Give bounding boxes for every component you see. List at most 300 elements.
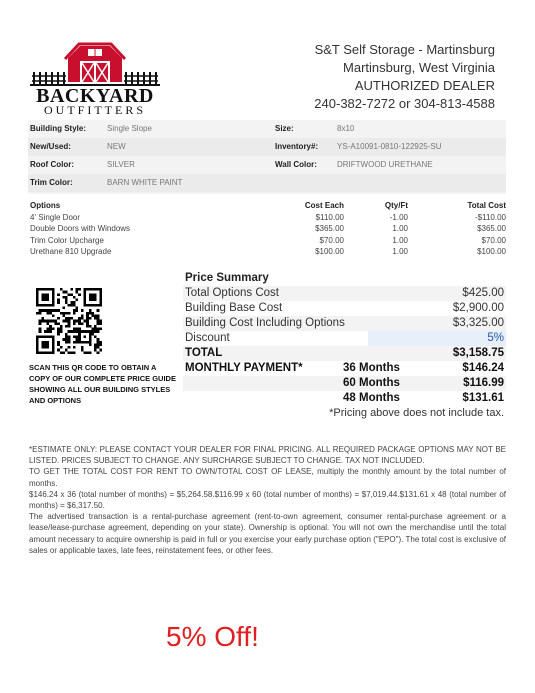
qr-module [39,320,42,323]
qr-module [94,299,97,302]
qr-module [52,291,55,294]
qr-module [47,330,50,333]
price-summary [183,270,506,421]
qr-module [89,312,92,315]
qr-module [99,288,102,291]
option-name: 4' Single Door [30,212,80,222]
tax-note: *Pricing above does not include tax. [329,407,504,419]
months-60-label: 60 Months [343,377,400,389]
qr-module [73,312,76,315]
logo-name: BACKYARD [36,85,154,107]
qr-module [62,306,65,309]
qr-module [89,309,92,312]
qr-module [68,351,71,354]
qr-module [36,341,39,344]
qr-module [65,296,68,299]
qr-module [73,341,76,344]
qr-module [41,299,44,302]
qr-module [49,336,52,339]
option-name: Trim Color Upcharge [30,235,104,245]
qr-module [36,291,39,294]
total-options-label: Total Options Cost [185,287,279,299]
qr-module [47,299,50,302]
option-total: -$110.00 [475,212,506,222]
logo-subtitle: OUTFITTERS [44,103,146,117]
qr-module [44,336,47,339]
qr-module [44,309,47,312]
qr-module [47,288,50,291]
qr-module [60,312,63,315]
qr-module [78,333,81,336]
qr-module [41,346,44,349]
qr-module [86,351,89,354]
option-total: $70.00 [481,235,506,245]
monthly-payment-label: MONTHLY PAYMENT* [185,362,303,374]
qr-module [52,343,55,346]
qr-module [97,351,100,354]
qr-module [36,338,39,341]
qr-module [52,293,55,296]
dealer-phone: 240-382-7272 or 304-813-4588 [314,96,495,111]
qr-module [65,349,68,352]
total-options-value: $425.00 [462,287,504,299]
qr-module [84,351,87,354]
option-qty: 1.00 [392,224,408,233]
qr-module [62,312,65,315]
qr-module [60,330,63,333]
qr-module [65,325,68,328]
option-row [28,235,506,247]
qr-module [57,322,60,325]
qr-module [44,304,47,307]
qr-module [94,304,97,307]
qr-module [94,314,97,317]
size-label: Size: [275,124,294,133]
trim-color-label: Trim Color: [30,178,73,187]
qr-module [62,314,65,317]
cost-incl-options-label: Building Cost Including Options [185,317,345,329]
qr-module [73,328,76,331]
qr-module [81,346,84,349]
qr-module [52,296,55,299]
qr-module [47,320,50,323]
qr-module [57,293,60,296]
info-row [28,138,506,156]
qr-module [76,299,79,302]
qr-module [97,288,100,291]
qr-module [84,299,87,302]
disclaimer-estimate: *ESTIMATE ONLY: PLEASE CONTACT YOUR DEALER FOR FINAL PRICING. ALL REQUIRED PACKAGE OPTIONS MAY NOT BE LISTED. PRICES SUBJECT TO CHANGE. ANY SURCHARGE SUBJECT TO CHANGE. TAX NOT INCLUDED. [29,445,506,466]
dealer-location: Martinsburg, West Virginia [343,60,495,75]
qr-module [68,336,71,339]
roof-color-label: Roof Color: [30,160,74,169]
qr-module [36,351,39,354]
qr-module [44,296,47,299]
qr-module [84,301,87,304]
option-cost: $110.00 [315,212,344,222]
qr-module [70,288,73,291]
qr-module [41,309,44,312]
qr-module [73,304,76,307]
options-header-cost: Cost Each [304,201,344,210]
qr-module [70,304,73,307]
monthly-row [183,376,506,391]
qr-module [44,288,47,291]
building-info [28,120,506,194]
option-name: Urethane 810 Upgrade [30,247,112,256]
discount-promo: 5% Off! [166,621,259,652]
qr-module [99,291,102,294]
options-header-qty: Qty/Ft [384,201,408,210]
qr-module [57,330,60,333]
qr-module [49,320,52,323]
qr-module [91,314,94,317]
qr-module [39,330,42,333]
qr-module [36,312,39,315]
qr-module [52,349,55,352]
qr-module [65,299,68,302]
qr-module [86,304,89,307]
qr-module [52,328,55,331]
qr-module [57,309,60,312]
disclaimer [29,444,506,556]
qr-module [99,293,102,296]
option-cost: $70.00 [319,235,344,245]
qr-module [76,338,79,341]
qr-module [86,322,89,325]
qr-module [44,346,47,349]
qr-module [97,314,100,317]
qr-module [41,317,44,320]
qr-module [89,341,92,344]
qr-module [81,322,84,325]
qr-module [70,351,73,354]
months-36-value: $146.24 [462,362,504,374]
discount-highlight [368,331,506,346]
options-table [28,200,506,258]
qr-module [78,293,81,296]
qr-module [89,336,92,339]
qr-module [39,328,42,331]
qr-module [86,320,89,323]
qr-module [89,330,92,333]
qr-module [91,288,94,291]
qr-module [91,293,94,296]
qr-module [41,341,44,344]
qr-module [73,320,76,323]
qr-module [49,351,52,354]
summary-row [183,331,506,346]
monthly-row [183,391,506,406]
qr-module [89,317,92,320]
qr-module [68,304,71,307]
inventory-label: Inventory#: [275,142,319,151]
qr-module [39,312,42,315]
option-total: $100.00 [477,247,506,256]
qr-module [52,314,55,317]
qr-module [68,320,71,323]
qr-module [94,317,97,320]
qr-module [62,320,65,323]
qr-module [47,309,50,312]
qr-module [44,351,47,354]
qr-module [47,328,50,331]
qr-module [94,325,97,328]
qr-module [68,341,71,344]
qr-module [36,343,39,346]
qr-module [73,296,76,299]
qr-module [52,288,55,291]
company-logo [28,40,162,117]
qr-module [99,341,102,344]
qr-module [94,336,97,339]
qr-module [60,351,63,354]
qr-module [52,299,55,302]
qr-module [89,325,92,328]
qr-module [36,349,39,352]
option-name: Double Doors with Windows [30,224,131,233]
qr-module [49,288,52,291]
qr-module [94,330,97,333]
qr-module [97,309,100,312]
qr-module [36,304,39,307]
qr-module [36,293,39,296]
trim-color-value: BARN WHITE PAINT [107,178,183,187]
qr-module [47,322,50,325]
qr-module [68,322,71,325]
qr-module [47,343,50,346]
qr-module [47,304,50,307]
qr-module [57,343,60,346]
qr-module [81,314,84,317]
qr-module [99,343,102,346]
qr-code[interactable] [36,288,102,354]
qr-module [89,338,92,341]
qr-module [41,343,44,346]
qr-module [65,341,68,344]
qr-module [76,320,79,323]
qr-module [89,304,92,307]
qr-module [73,322,76,325]
disclaimer-rent-to-own: TO GET THE TOTAL COST FOR RENT TO OWN/TOTAL COST OF LEASE, multiply the monthly amount by the total number of months. [29,467,506,488]
qr-module [36,336,39,339]
qr-module [54,309,57,312]
qr-module [68,346,71,349]
qr-module [97,317,100,320]
qr-module [49,312,52,315]
qr-module [76,306,79,309]
qr-module [91,333,94,336]
qr-module [60,328,63,331]
summary-row [183,316,506,331]
qr-module [76,328,79,331]
qr-module [41,296,44,299]
qr-module [41,336,44,339]
qr-module [89,343,92,346]
option-total: $365.00 [477,224,506,233]
qr-module [49,309,52,312]
qr-module [47,341,50,344]
qr-caption: SCAN THIS QR CODE TO OBTAIN A COPY OF OUR COMPLETE PRICE GUIDE SHOWING ALL OUR BUILDING STYLES AND OPTIONS [29,363,176,405]
qr-module [76,309,79,312]
monthly-row [183,361,506,376]
qr-module [84,293,87,296]
qr-module [70,301,73,304]
qr-module [65,301,68,304]
option-row [28,223,506,235]
size-value: 8x10 [337,124,355,133]
qr-module [65,336,68,339]
qr-module [97,328,100,331]
qr-module [84,291,87,294]
qr-module [57,301,60,304]
qr-module [97,338,100,341]
qr-module [44,293,47,296]
qr-module [84,288,87,291]
option-cost: $365.00 [315,224,344,233]
qr-module [94,349,97,352]
qr-module [91,296,94,299]
qr-module [91,330,94,333]
qr-module [97,322,100,325]
qr-module [36,346,39,349]
qr-module [84,304,87,307]
qr-module [91,328,94,331]
qr-module [99,299,102,302]
building-style-value: Single Slope [107,124,152,133]
qr-module [39,304,42,307]
option-row [28,246,506,258]
qr-module [49,330,52,333]
qr-module [47,296,50,299]
qr-module [70,317,73,320]
base-cost-label: Building Base Cost [185,302,283,314]
qr-module [84,336,87,339]
qr-module [52,341,55,344]
inventory-value: YS-A10091-0810-122925-SU [337,142,442,151]
summary-row [183,346,506,361]
qr-module [84,341,87,344]
qr-module [86,325,89,328]
qr-module [99,328,102,331]
qr-module [39,288,42,291]
qr-module [41,293,44,296]
qr-module [36,301,39,304]
qr-module [94,346,97,349]
barn-icon [28,40,162,90]
qr-module [62,296,65,299]
qr-module [86,288,89,291]
qr-module [99,304,102,307]
qr-module [68,325,71,328]
qr-module [44,320,47,323]
qr-module [70,293,73,296]
qr-module [41,320,44,323]
qr-module [76,330,79,333]
qr-module [76,288,79,291]
qr-module [44,330,47,333]
months-36-label: 36 Months [343,362,400,374]
qr-module [47,312,50,315]
info-row [28,156,506,174]
qr-module [89,296,92,299]
qr-module [57,317,60,320]
qr-module [49,325,52,328]
qr-module [89,288,92,291]
qr-module [78,317,81,320]
wall-color-label: Wall Color: [275,160,317,169]
base-cost-value: $2,900.00 [452,302,504,314]
qr-module [86,314,89,317]
summary-row [183,301,506,316]
qr-module [99,349,102,352]
qr-module [54,320,57,323]
disclaimer-calculation: $146.24 x 36 (total number of months) = $5,264.58.$116.99 x 60 (total number of months) = $7,019.44.$131.61 x 48 (total number of months) = $6,317.50. [29,489,506,511]
qr-module [68,317,71,320]
discount-label: Discount [185,332,230,344]
qr-module [97,330,100,333]
qr-module [57,333,60,336]
qr-module [94,293,97,296]
qr-module [94,288,97,291]
qr-module [68,293,71,296]
qr-module [89,333,92,336]
options-header-name: Options [30,201,61,210]
qr-module [52,320,55,323]
qr-module [52,309,55,312]
qr-module [39,351,42,354]
qr-module [76,336,79,339]
months-48-label: 48 Months [343,392,400,404]
qr-module [60,288,63,291]
qr-module [94,296,97,299]
qr-module [86,312,89,315]
qr-module [78,288,81,291]
qr-module [89,293,92,296]
qr-module [78,341,81,344]
qr-module [78,322,81,325]
disclaimer-agreement: The advertised transaction is a rental-purchase agreement (rent-to-own agreement, consumer rental-purchase agreement or a lease/lease-purchase agreement, depending on your state). Ownership is optional. You will not own the merchandise until the total amount necessary to acquire ownership is paid in full or you exercise your early purchase option ("EPO"). The total cost is exclusive of sales or applicable taxes, late fees, reinstatement fees, or other fees. [29,512,506,555]
qr-module [52,301,55,304]
total-value: $3,158.75 [452,347,504,359]
qr-module [47,336,50,339]
qr-module [86,330,89,333]
qr-module [73,330,76,333]
qr-module [54,322,57,325]
options-header [28,200,506,212]
qr-module [94,343,97,346]
qr-module [39,322,42,325]
summary-row [183,286,506,301]
qr-module [97,343,100,346]
price-summary-title: Price Summary [185,272,269,284]
qr-module [73,309,76,312]
qr-module [73,346,76,349]
qr-module [76,341,79,344]
qr-module [57,299,60,302]
dealer-name: S&T Self Storage - Martinsburg [314,42,495,57]
qr-module [78,328,81,331]
qr-module [62,291,65,294]
qr-module [86,341,89,344]
qr-module [65,291,68,294]
qr-module [97,346,100,349]
qr-module [81,349,84,352]
qr-code-icon [36,288,102,354]
qr-module [57,349,60,352]
discount-value: 5% [487,332,504,344]
qr-module [99,320,102,323]
